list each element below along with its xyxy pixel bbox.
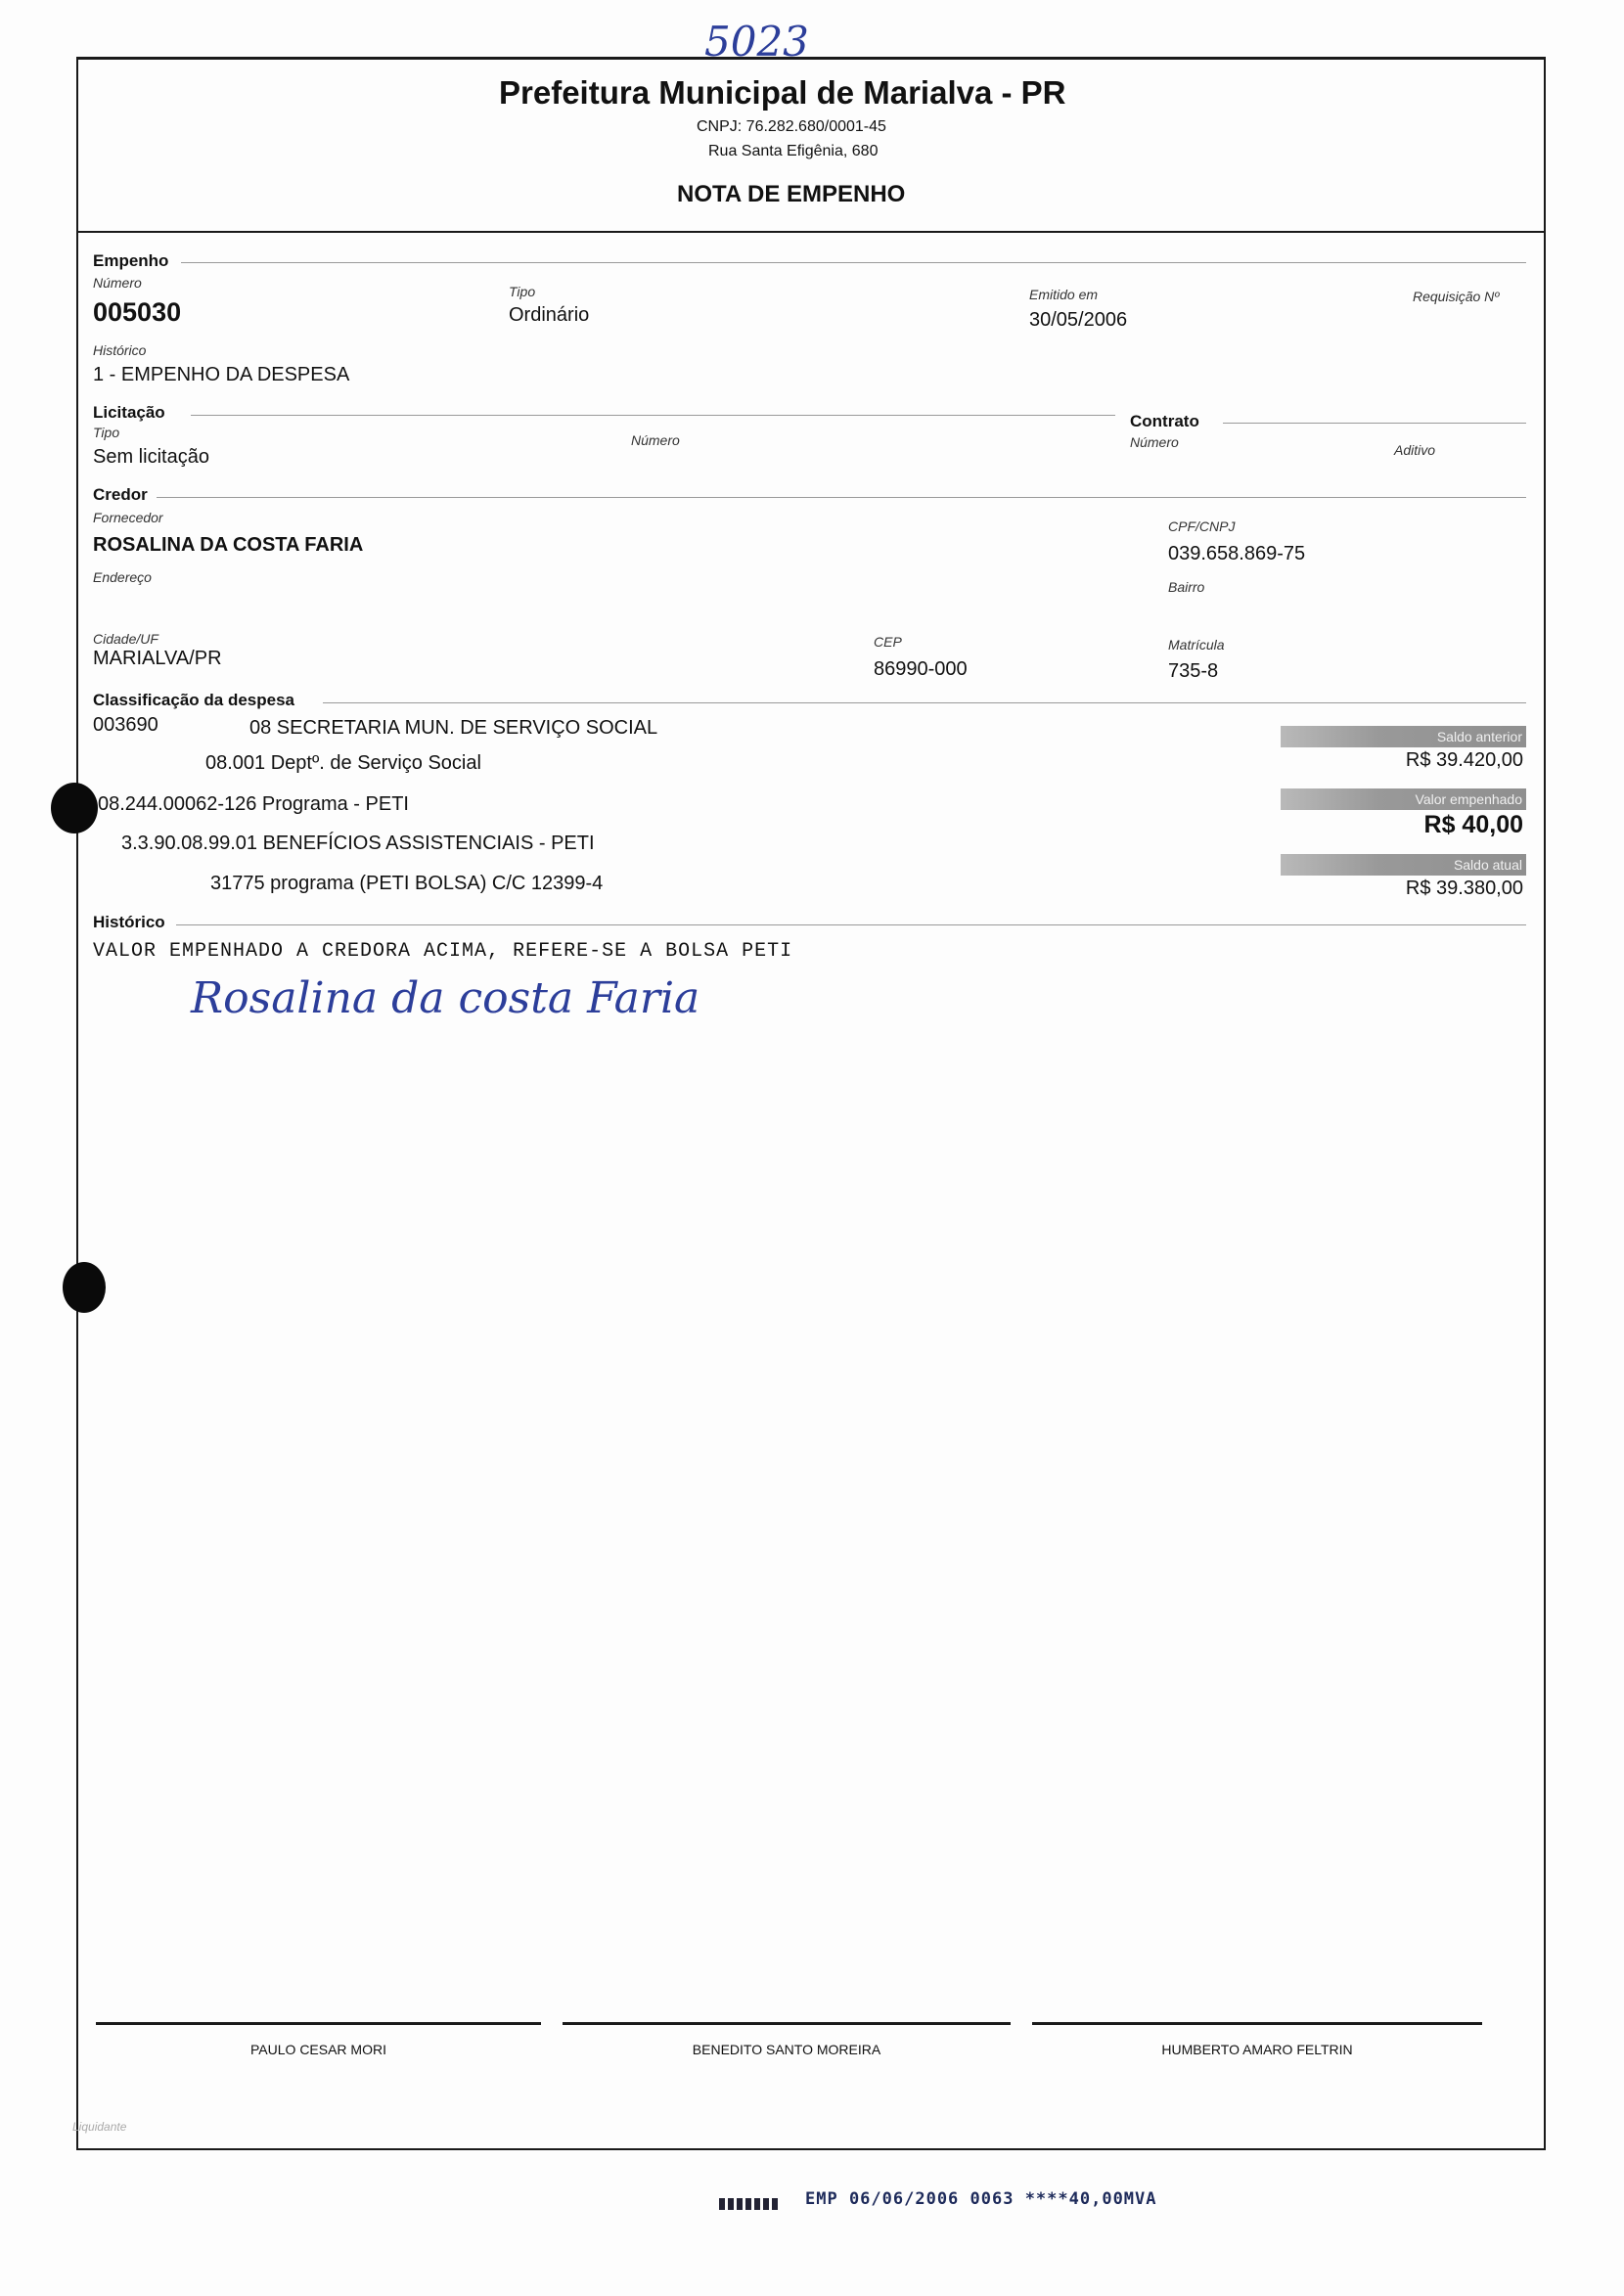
licitacao-tipo: Sem licitação [93,446,209,468]
empenho-tipo: Ordinário [509,304,590,326]
handwritten-signature: Rosalina da costa Faria [191,973,700,1023]
section-licitacao: Licitação [93,403,165,422]
label-licitacao-numero: Número [631,432,680,448]
punch-hole-icon [51,783,98,833]
valor-empenhado-label: Valor empenhado [1281,788,1526,810]
saldo-anterior-value: R$ 39.420,00 [1405,749,1523,771]
divider [323,702,1526,703]
cep-value: 86990-000 [874,658,968,680]
label-bairro: Bairro [1168,579,1205,595]
stamp-logo-icon [719,2198,780,2210]
classificacao-recurso: 31775 programa (PETI BOLSA) C/C 12399-4 [210,873,604,894]
label-emitido: Emitido em [1029,287,1099,302]
saldo-atual-label: Saldo atual [1281,854,1526,876]
signature-line [96,2022,541,2025]
label-contrato-aditivo: Aditivo [1394,442,1436,458]
signature-name-2: BENEDITO SANTO MOREIRA [692,2042,881,2057]
label-endereco: Endereço [93,569,152,585]
section-empenho: Empenho [93,251,169,270]
label-requisicao: Requisição Nº [1413,289,1500,304]
label-tipo: Tipo [509,284,536,299]
fornecedor-name: ROSALINA DA COSTA FARIA [93,534,364,556]
section-credor: Credor [93,485,148,504]
label-historico: Histórico [93,342,147,358]
classificacao-unidade: 08.001 Deptº. de Serviço Social [205,752,481,774]
label-contrato-numero: Número [1130,434,1179,450]
empenho-historico: 1 - EMPENHO DA DESPESA [93,364,350,385]
signature-line [563,2022,1011,2025]
divider [1223,423,1526,424]
header-divider [76,231,1544,233]
cnpj-text: CNPJ: 76.282.680/0001-45 [697,118,886,135]
footer-small-text: Liquidante [72,2120,127,2134]
label-cpf: CPF/CNPJ [1168,518,1236,534]
divider [176,924,1526,925]
classificacao-elemento: 3.3.90.08.99.01 BENEFÍCIOS ASSISTENCIAIS - PETI [121,833,595,854]
label-fornecedor: Fornecedor [93,510,163,525]
punch-hole-icon [63,1262,106,1313]
historico-text: VALOR EMPENHADO A CREDORA ACIMA, REFERE-SE A BOLSA PETI [93,940,793,963]
signature-line [1032,2022,1482,2025]
label-matricula: Matrícula [1168,637,1225,653]
bank-stamp: EMP 06/06/2006 0063 ****40,00MVA [805,2189,1157,2209]
saldo-anterior-label: Saldo anterior [1281,726,1526,747]
classificacao-code: 003690 [93,714,158,736]
handwritten-document-number: 5023 [704,18,809,66]
divider [181,262,1526,263]
section-contrato: Contrato [1130,412,1199,430]
signature-name-3: HUMBERTO AMARO FELTRIN [1161,2042,1353,2057]
cpf-value: 039.658.869-75 [1168,543,1306,564]
divider [191,415,1115,416]
signature-name-1: PAULO CESAR MORI [250,2042,386,2057]
valor-empenhado-value: R$ 40,00 [1423,811,1523,838]
label-cep: CEP [874,634,902,650]
saldo-atual-value: R$ 39.380,00 [1405,878,1523,899]
classificacao-orgao: 08 SECRETARIA MUN. DE SERVIÇO SOCIAL [249,717,658,739]
emitido-date: 30/05/2006 [1029,309,1128,331]
label-cidade: Cidade/UF [93,631,158,647]
address-text: Rua Santa Efigênia, 680 [708,143,879,159]
page-title: Prefeitura Municipal de Marialva - PR [499,74,1066,111]
document-type-title: NOTA DE EMPENHO [677,181,906,207]
cidade-value: MARIALVA/PR [93,648,222,669]
label-numero: Número [93,275,142,291]
matricula-value: 735-8 [1168,660,1219,682]
label-licitacao-tipo: Tipo [93,425,120,440]
section-classificacao: Classificação da despesa [93,691,295,709]
divider [157,497,1526,498]
classificacao-programa: 08.244.00062-126 Programa - PETI [98,793,409,815]
empenho-number: 005030 [93,297,182,327]
section-historico: Histórico [93,913,165,931]
